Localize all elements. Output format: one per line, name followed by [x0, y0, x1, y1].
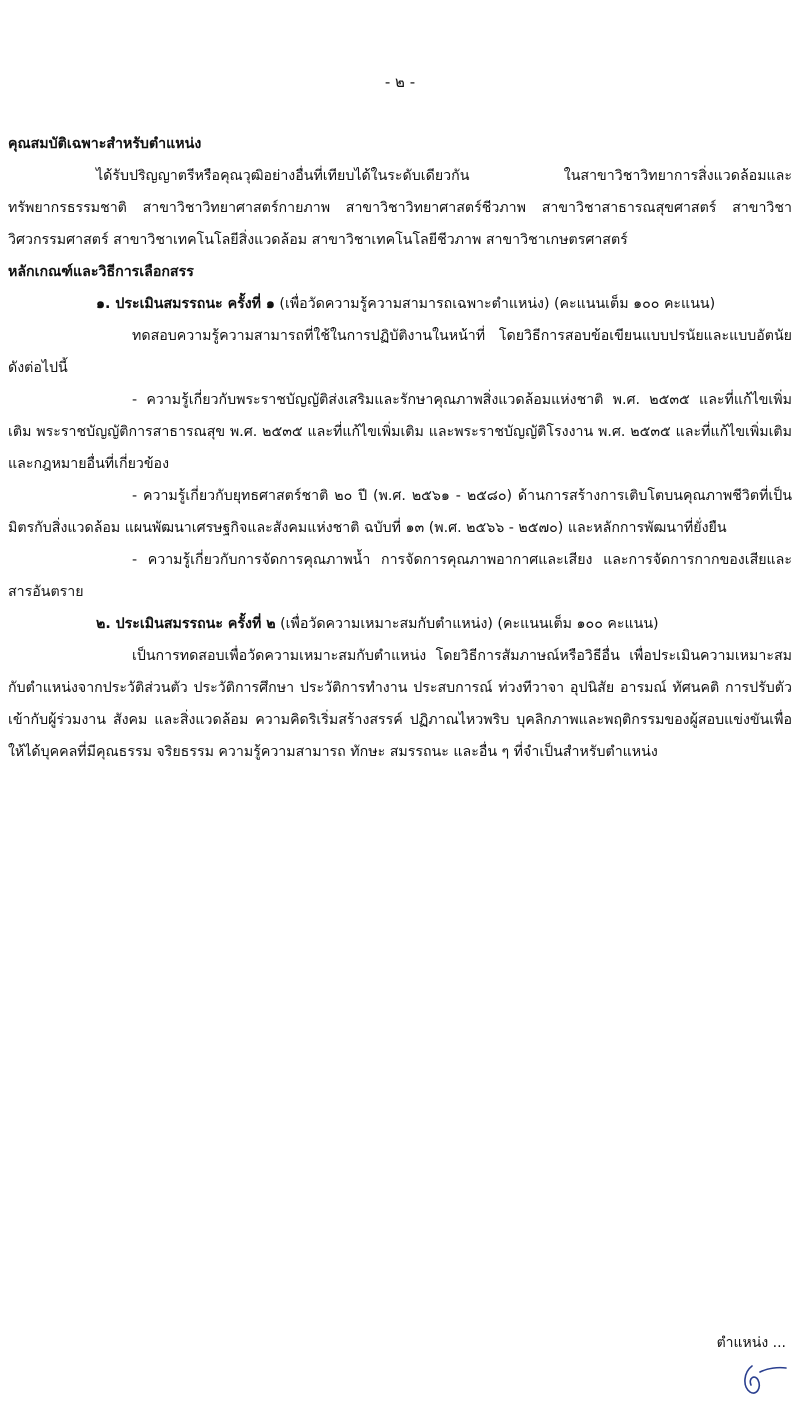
qualifications-body: ได้รับปริญญาตรีหรือคุณวุฒิอย่างอื่นที่เทียบได้ในระดับเดียวกัน ในสาขาวิชาวิทยาการสิ่งแวดล้อมและทรัพยากรธรรมชาติ สาขาวิชาวิทยาศาสตร์กายภาพ สาขาวิชาวิทยาศาสตร์ชีวภาพ สาขาวิชาสาธารณสุขศาสตร์ สาขาวิชาวิศวกรรมศาสตร์ สาขาวิชาเทคโนโลยีสิ่งแวดล้อม สาขาวิชาเทคโนโลยีชีวภาพ สาขาวิชาเกษตรศาสตร์ — [8, 168, 792, 248]
round2-title-rest: (เพื่อวัดความเหมาะสมกับตำแหน่ง) (คะแนนเต็ม ๑๐๐ คะแนน) — [275, 616, 659, 632]
round1-bullet-1: - ความรู้เกี่ยวกับพระราชบัญญัติส่งเสริมและรักษาคุณภาพสิ่งแวดล้อมแห่งชาติ พ.ศ. ๒๕๓๕ และที่แก้ไขเพิ่มเติม พระราชบัญญัติการสาธารณสุข พ.ศ. ๒๕๓๕ และที่แก้ไขเพิ่มเติม และพระราชบัญญัติโรงงาน พ.ศ. ๒๕๓๕ และที่แก้ไขเพิ่มเติม และกฎหมายอื่นที่เกี่ยวข้อง — [8, 392, 792, 472]
round1-bullet-2: - ความรู้เกี่ยวกับยุทธศาสตร์ชาติ ๒๐ ปี (พ.ศ. ๒๕๖๑ - ๒๕๘๐) ด้านการสร้างการเติบโตบนคุณภาพชีวิตที่เป็นมิตรกับสิ่งแวดล้อม แผนพัฒนาเศรษฐกิจและสังคมแห่งชาติ ฉบับที่ ๑๓ (พ.ศ. ๒๕๖๖ - ๒๕๗๐) และหลักการพัฒนาที่ยั่งยืน — [8, 488, 792, 536]
round2-body: เป็นการทดสอบเพื่อวัดความเหมาะสมกับตำแหน่ง โดยวิธีการสัมภาษณ์หรือวิธีอื่น เพื่อประเมินความเหมาะสม กับตำแหน่งจากประวัติส่วนตัว ประวัติการศึกษา ประวัติการทำงาน ประสบการณ์ ท่วงทีวาจา อุปนิสัย อารมณ์ ทัศนคติ การปรับตัวเข้ากับผู้ร่วมงาน สังคม และสิ่งแวดล้อม ความคิดริเริ่มสร้างสรรค์ ปฏิภาณไหวพริบ บุคลิกภาพและพฤติกรรมของผู้สอบแข่งขันเพื่อให้ได้บุคคลที่มีคุณธรรม จริยธรรม ความรู้ความสามารถ ทักษะ สมรรถนะ และอื่น ๆ ที่จำเป็นสำหรับตำแหน่ง — [8, 648, 792, 760]
round1-title — [8, 288, 792, 320]
round1-intro: ทดสอบความรู้ความสามารถที่ใช้ในการปฏิบัติงานในหน้าที่ โดยวิธีการสอบข้อเขียนแบบปรนัยและแบบอัตนัย ดังต่อไปนี้ — [8, 328, 792, 376]
selection-heading: หลักเกณฑ์และวิธีการเลือกสรร — [8, 264, 194, 280]
round1-title-bold: ๑. ประเมินสมรรถนะ ครั้งที่ ๑ — [96, 296, 275, 312]
round1-bullet-3: - ความรู้เกี่ยวกับการจัดการคุณภาพน้ำ การจัดการคุณภาพอากาศและเสียง และการจัดการกากของเสียและสารอันตราย — [8, 552, 792, 600]
qualifications-heading: คุณสมบัติเฉพาะสำหรับตำแหน่ง — [8, 136, 202, 152]
round2-title — [8, 608, 792, 640]
document-body — [8, 128, 792, 768]
round1-title-rest: (เพื่อวัดความรู้ความสามารถเฉพาะตำแหน่ง) (คะแนนเต็ม ๑๐๐ คะแนน) — [274, 296, 716, 312]
continuation-marker: ตำแหน่ง ... — [716, 1335, 786, 1351]
handwritten-initial-signature — [738, 1358, 788, 1398]
round2-title-bold: ๒. ประเมินสมรรถนะ ครั้งที่ ๒ — [96, 616, 276, 632]
page-number: - ๒ - — [384, 73, 416, 91]
